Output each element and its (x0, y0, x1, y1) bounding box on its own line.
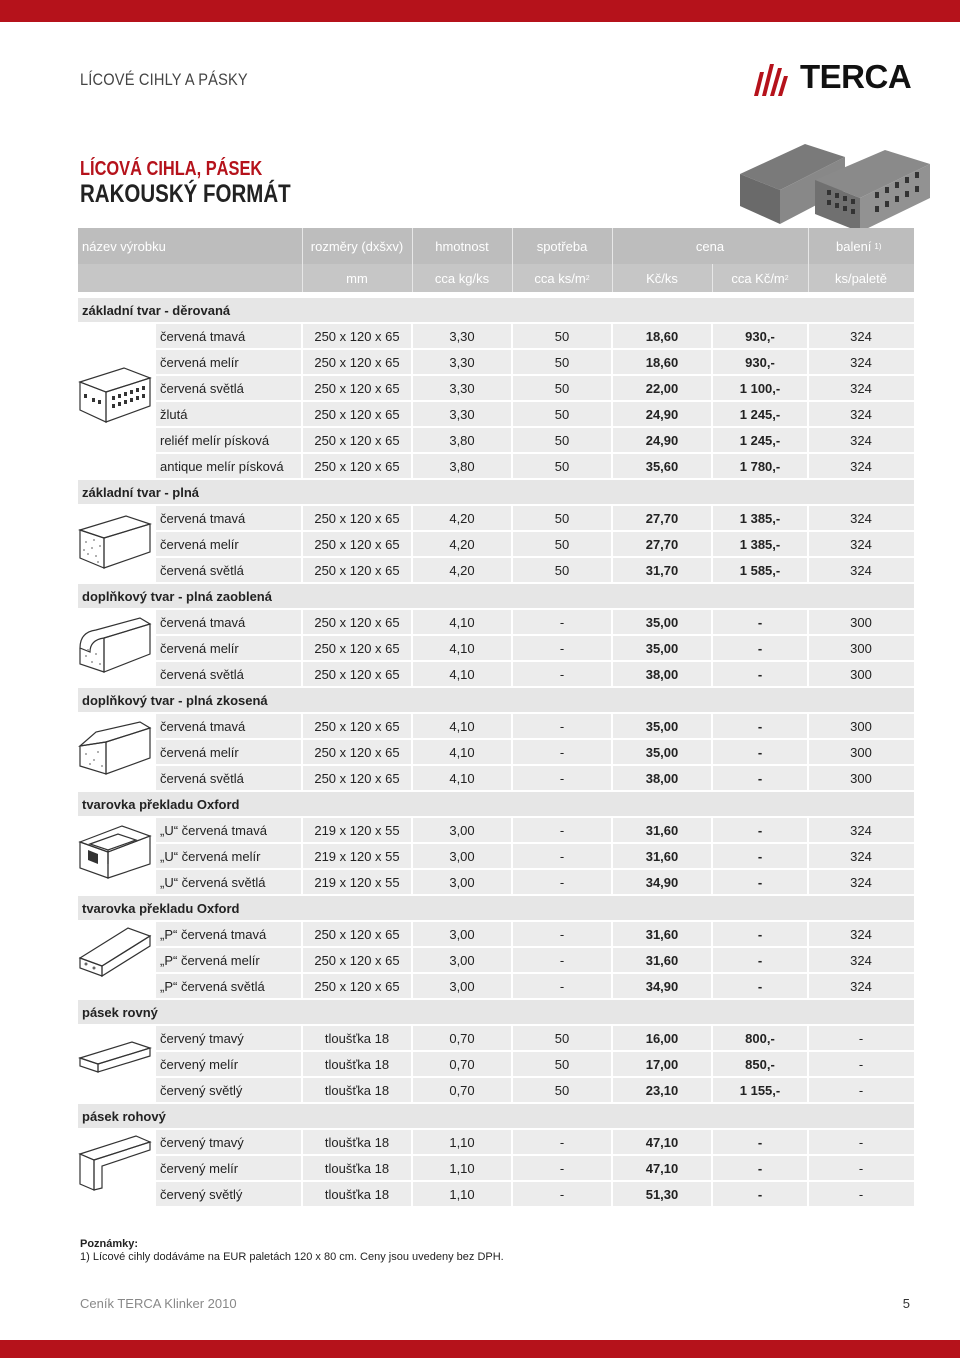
price-per-piece-cell: 18,60 (645, 329, 679, 344)
dimensions-cell: tloušťka 18 (324, 1135, 390, 1150)
notes-heading: Poznámky: (80, 1238, 139, 1250)
dimensions-cell: 250 x 120 x 65 (314, 537, 400, 552)
price-per-piece-cell: 24,90 (645, 433, 679, 448)
weight-cell: 3,30 (449, 381, 475, 396)
price-per-piece-cell: 17,00 (645, 1057, 679, 1072)
product-name-cell: „U“ červená světlá (160, 875, 266, 890)
weight-cell: 3,30 (449, 355, 475, 370)
product-name-cell: žlutá (160, 407, 188, 422)
table-header-row-2 (78, 264, 914, 292)
consumption-cell: - (559, 979, 565, 994)
section-header (78, 688, 914, 712)
pieces-per-pallet-cell: - (858, 1187, 864, 1202)
price-per-piece-cell: 35,00 (645, 719, 679, 734)
category-heading: LÍCOVÉ CIHLY A PÁSKY (80, 70, 248, 89)
dimensions-cell: 250 x 120 x 65 (314, 355, 400, 370)
page-title-line1: LÍCOVÁ CIHLA, PÁSEK (80, 158, 263, 180)
price-per-piece-cell: 34,90 (645, 979, 679, 994)
price-per-m2-cell: - (757, 1187, 763, 1202)
table-row (156, 766, 914, 790)
consumption-cell: 50 (554, 407, 570, 422)
section-header (78, 792, 914, 816)
table-row (156, 714, 914, 738)
weight-cell: 3,30 (449, 407, 475, 422)
section-title: základní tvar - děrovaná (82, 303, 231, 318)
dimensions-cell: 250 x 120 x 65 (314, 979, 400, 994)
pieces-per-pallet-cell: - (858, 1135, 864, 1150)
consumption-cell: 50 (554, 355, 570, 370)
price-per-piece-cell: 31,60 (645, 823, 679, 838)
unit-mm: mm (346, 270, 368, 286)
pieces-per-pallet-cell: 324 (850, 459, 872, 474)
price-per-m2-cell: 1 245,- (739, 433, 781, 448)
section-title: pásek rohový (82, 1109, 166, 1124)
pieces-per-pallet-cell: 324 (850, 979, 872, 994)
consumption-cell: - (559, 1161, 565, 1176)
consumption-cell: - (559, 849, 565, 864)
section-title: tvarovka překladu Oxford (82, 797, 240, 812)
table-row (156, 610, 914, 634)
pieces-per-pallet-cell: 300 (850, 771, 872, 786)
price-per-m2-cell: - (757, 875, 763, 890)
price-per-piece-cell: 27,70 (645, 511, 679, 526)
product-name-cell: červená melír (160, 641, 239, 656)
price-per-m2-cell: 1 585,- (739, 563, 781, 578)
pieces-per-pallet-cell: 324 (850, 433, 872, 448)
dimensions-cell: tloušťka 18 (324, 1187, 390, 1202)
pieces-per-pallet-cell: 324 (850, 927, 872, 942)
dimensions-cell: 250 x 120 x 65 (314, 927, 400, 942)
table-row (156, 454, 914, 478)
weight-cell: 4,10 (449, 615, 475, 630)
terca-logo-icon (752, 58, 798, 100)
consumption-cell: - (559, 667, 565, 682)
chamfered-brick-icon (76, 718, 154, 778)
table-row (156, 324, 914, 348)
table-row (156, 532, 914, 556)
table-row (156, 558, 914, 582)
section-title: pásek rovný (82, 1005, 158, 1020)
price-per-m2-cell: - (757, 823, 763, 838)
table-row (156, 376, 914, 400)
product-name-cell: „U“ červená melír (160, 849, 261, 864)
section-title: doplňkový tvar - plná zaoblená (82, 589, 272, 604)
product-name-cell: červená tmavá (160, 329, 246, 344)
price-per-piece-cell: 16,00 (645, 1031, 679, 1046)
price-per-m2-cell: - (757, 745, 763, 760)
dimensions-cell: tloušťka 18 (324, 1083, 390, 1098)
dimensions-cell: 250 x 120 x 65 (314, 329, 400, 344)
product-name-cell: červená tmavá (160, 719, 246, 734)
price-per-m2-cell: 930,- (745, 329, 775, 344)
product-name-cell: červená tmavá (160, 615, 246, 630)
dimensions-cell: tloušťka 18 (324, 1057, 390, 1072)
price-per-m2-cell: - (757, 953, 763, 968)
unit-kc-m2: cca Kč/m 2 (731, 270, 789, 286)
consumption-cell: 50 (554, 381, 570, 396)
pieces-per-pallet-cell: 324 (850, 407, 872, 422)
table-row (156, 1026, 914, 1050)
price-per-m2-cell: 1 155,- (739, 1083, 781, 1098)
table-row (156, 870, 914, 894)
price-per-m2-cell: 850,- (745, 1057, 775, 1072)
price-per-m2-cell: - (757, 719, 763, 734)
product-name-cell: červená melír (160, 745, 239, 760)
table-row (156, 662, 914, 686)
price-per-piece-cell: 51,30 (645, 1187, 679, 1202)
consumption-cell: - (559, 875, 565, 890)
dimensions-cell: tloušťka 18 (324, 1161, 390, 1176)
pieces-per-pallet-cell: 300 (850, 745, 872, 760)
price-per-m2-cell: 1 100,- (739, 381, 781, 396)
weight-cell: 3,00 (449, 875, 475, 890)
notes-line-1: 1) Lícové cihly dodáváme na EUR paletách 120 x 80 cm. Ceny jsou uvedeny bez DPH. (80, 1251, 504, 1263)
product-name-cell: červená melír (160, 537, 239, 552)
pieces-per-pallet-cell: 300 (850, 641, 872, 656)
table-row (156, 1182, 914, 1206)
section-header (78, 584, 914, 608)
rounded-brick-icon (76, 612, 154, 676)
product-name-cell: „U“ červená tmavá (160, 823, 267, 838)
table-row (156, 740, 914, 764)
product-name-cell: červený světlý (160, 1083, 243, 1098)
unit-kc-ks: Kč/ks (646, 270, 678, 286)
consumption-cell: - (559, 823, 565, 838)
consumption-cell: 50 (554, 1083, 570, 1098)
weight-cell: 0,70 (449, 1083, 475, 1098)
dimensions-cell: 250 x 120 x 65 (314, 641, 400, 656)
consumption-cell: 50 (554, 563, 570, 578)
price-per-m2-cell: - (757, 615, 763, 630)
consumption-cell: - (559, 1135, 565, 1150)
dimensions-cell: 250 x 120 x 65 (314, 433, 400, 448)
weight-cell: 4,10 (449, 641, 475, 656)
corner-slip-icon (76, 1132, 154, 1194)
product-name-cell: červený tmavý (160, 1135, 244, 1150)
weight-cell: 1,10 (449, 1187, 475, 1202)
pieces-per-pallet-cell: 324 (850, 355, 872, 370)
price-per-piece-cell: 47,10 (645, 1135, 679, 1150)
section-header (78, 298, 914, 322)
page-number: 5 (902, 1296, 910, 1311)
weight-cell: 3,00 (449, 927, 475, 942)
footer-text: Ceník TERCA Klinker 2010 (80, 1296, 237, 1311)
unit-pallet: ks/paletě (834, 270, 888, 286)
pieces-per-pallet-cell: 324 (850, 563, 872, 578)
price-per-m2-cell: - (757, 927, 763, 942)
table-row (156, 428, 914, 452)
col-header-weight: hmotnost (435, 238, 489, 254)
price-per-piece-cell: 31,60 (645, 927, 679, 942)
price-per-m2-cell: - (757, 979, 763, 994)
consumption-cell: 50 (554, 1031, 570, 1046)
table-row (156, 1078, 914, 1102)
table-header-row-1 (78, 228, 914, 264)
consumption-cell: 50 (554, 537, 570, 552)
product-name-cell: červená světlá (160, 667, 244, 682)
section-title: základní tvar - plná (82, 485, 200, 500)
col-header-product: název výrobku (82, 238, 166, 254)
weight-cell: 4,10 (449, 667, 475, 682)
weight-cell: 1,10 (449, 1161, 475, 1176)
section-header (78, 1000, 914, 1024)
consumption-cell: 50 (554, 329, 570, 344)
consumption-cell: - (559, 1187, 565, 1202)
pieces-per-pallet-cell: 324 (850, 823, 872, 838)
price-per-piece-cell: 47,10 (645, 1161, 679, 1176)
top-accent-bar (0, 0, 960, 22)
pieces-per-pallet-cell: 300 (850, 719, 872, 734)
price-per-m2-cell: - (757, 667, 763, 682)
pieces-per-pallet-cell: 324 (850, 329, 872, 344)
section-header (78, 896, 914, 920)
col-header-packaging: balení 1) (836, 238, 882, 254)
table-row (156, 974, 914, 998)
product-name-cell: červený melír (160, 1161, 239, 1176)
weight-cell: 3,00 (449, 823, 475, 838)
notes (80, 1238, 504, 1264)
table-row (156, 506, 914, 530)
product-name-cell: červená světlá (160, 563, 244, 578)
bottom-accent-bar (0, 1340, 960, 1358)
price-per-piece-cell: 35,60 (645, 459, 679, 474)
weight-cell: 4,20 (449, 511, 475, 526)
col-header-price: cena (695, 238, 725, 254)
product-name-cell: červená melír (160, 355, 239, 370)
weight-cell: 4,20 (449, 563, 475, 578)
price-per-m2-cell: 1 245,- (739, 407, 781, 422)
section-header (78, 480, 914, 504)
price-per-m2-cell: - (757, 771, 763, 786)
unit-kg: cca kg/ks (434, 270, 490, 286)
consumption-cell: 50 (554, 511, 570, 526)
dimensions-cell: 250 x 120 x 65 (314, 771, 400, 786)
weight-cell: 1,10 (449, 1135, 475, 1150)
col-header-dimensions: rozměry (dxšxv) (310, 238, 404, 254)
price-per-piece-cell: 34,90 (645, 875, 679, 890)
weight-cell: 4,10 (449, 745, 475, 760)
price-per-m2-cell: - (757, 641, 763, 656)
consumption-cell: - (559, 953, 565, 968)
solid-brick-icon (76, 512, 154, 572)
pieces-per-pallet-cell: 324 (850, 381, 872, 396)
product-name-cell: červený tmavý (160, 1031, 244, 1046)
perforated-brick-icon (76, 360, 154, 430)
weight-cell: 0,70 (449, 1057, 475, 1072)
u-lintel-icon (76, 820, 154, 880)
table-row (156, 350, 914, 374)
dimensions-cell: 219 x 120 x 55 (314, 875, 400, 890)
brand-name: TERCA (800, 58, 912, 95)
product-name-cell: červená světlá (160, 381, 244, 396)
consumption-cell: - (559, 927, 565, 942)
pieces-per-pallet-cell: - (858, 1031, 864, 1046)
dimensions-cell: 250 x 120 x 65 (314, 459, 400, 474)
terca-logo (752, 58, 917, 100)
weight-cell: 3,80 (449, 459, 475, 474)
pieces-per-pallet-cell: 300 (850, 667, 872, 682)
price-per-m2-cell: 1 780,- (739, 459, 781, 474)
p-lintel-icon (76, 924, 154, 980)
table-row (156, 636, 914, 660)
dimensions-cell: 219 x 120 x 55 (314, 849, 400, 864)
product-name-cell: „P“ červená melír (160, 953, 260, 968)
weight-cell: 3,80 (449, 433, 475, 448)
table-row (156, 844, 914, 868)
pieces-per-pallet-cell: 324 (850, 537, 872, 552)
product-name-cell: „P“ červená tmavá (160, 927, 267, 942)
consumption-cell: 50 (554, 459, 570, 474)
table-row (156, 1052, 914, 1076)
weight-cell: 3,00 (449, 953, 475, 968)
product-name-cell: „P“ červená světlá (160, 979, 265, 994)
consumption-cell: - (559, 771, 565, 786)
price-per-m2-cell: - (757, 1135, 763, 1150)
dimensions-cell: 250 x 120 x 65 (314, 615, 400, 630)
dimensions-cell: 250 x 120 x 65 (314, 745, 400, 760)
product-name-cell: červená světlá (160, 771, 244, 786)
dimensions-cell: 250 x 120 x 65 (314, 563, 400, 578)
dimensions-cell: 250 x 120 x 65 (314, 953, 400, 968)
pieces-per-pallet-cell: - (858, 1161, 864, 1176)
consumption-cell: 50 (554, 1057, 570, 1072)
price-per-piece-cell: 22,00 (645, 381, 679, 396)
weight-cell: 3,00 (449, 849, 475, 864)
price-per-m2-cell: 930,- (745, 355, 775, 370)
price-per-m2-cell: 1 385,- (739, 511, 781, 526)
consumption-cell: - (559, 719, 565, 734)
col-header-consumption: spotřeba (536, 238, 588, 254)
consumption-cell: - (559, 641, 565, 656)
product-name-cell: červený melír (160, 1057, 239, 1072)
price-per-piece-cell: 38,00 (645, 667, 679, 682)
dimensions-cell: tloušťka 18 (324, 1031, 390, 1046)
price-per-piece-cell: 31,60 (645, 953, 679, 968)
pieces-per-pallet-cell: 324 (850, 849, 872, 864)
price-per-piece-cell: 31,60 (645, 849, 679, 864)
weight-cell: 4,10 (449, 719, 475, 734)
weight-cell: 4,10 (449, 771, 475, 786)
section-title: doplňkový tvar - plná zkosená (82, 693, 268, 708)
dimensions-cell: 250 x 120 x 65 (314, 511, 400, 526)
pieces-per-pallet-cell: 324 (850, 875, 872, 890)
table-row (156, 948, 914, 972)
consumption-cell: - (559, 615, 565, 630)
pieces-per-pallet-cell: - (858, 1057, 864, 1072)
price-per-m2-cell: 800,- (745, 1031, 775, 1046)
section-title: tvarovka překladu Oxford (82, 901, 240, 916)
price-per-piece-cell: 24,90 (645, 407, 679, 422)
table-row (156, 922, 914, 946)
product-name-cell: reliéf melír písková (160, 433, 270, 448)
table-row (156, 402, 914, 426)
weight-cell: 0,70 (449, 1031, 475, 1046)
price-per-piece-cell: 27,70 (645, 537, 679, 552)
product-name-cell: červená tmavá (160, 511, 246, 526)
pieces-per-pallet-cell: - (858, 1083, 864, 1098)
pieces-per-pallet-cell: 324 (850, 953, 872, 968)
product-name-cell: antique melír písková (160, 459, 284, 474)
price-per-piece-cell: 23,10 (645, 1083, 679, 1098)
price-per-m2-cell: 1 385,- (739, 537, 781, 552)
price-per-piece-cell: 35,00 (645, 641, 679, 656)
dimensions-cell: 250 x 120 x 65 (314, 667, 400, 682)
price-per-piece-cell: 35,00 (645, 745, 679, 760)
consumption-cell: 50 (554, 433, 570, 448)
consumption-cell: - (559, 745, 565, 760)
table-row (156, 818, 914, 842)
dimensions-cell: 250 x 120 x 65 (314, 381, 400, 396)
pieces-per-pallet-cell: 324 (850, 511, 872, 526)
price-per-m2-cell: - (757, 1161, 763, 1176)
price-per-piece-cell: 18,60 (645, 355, 679, 370)
pieces-per-pallet-cell: 300 (850, 615, 872, 630)
table-row (156, 1156, 914, 1180)
price-per-piece-cell: 38,00 (645, 771, 679, 786)
unit-ks-m2: cca ks/m 2 (534, 270, 590, 286)
product-name-cell: červený světlý (160, 1187, 243, 1202)
weight-cell: 3,00 (449, 979, 475, 994)
price-per-piece-cell: 35,00 (645, 615, 679, 630)
dimensions-cell: 250 x 120 x 65 (314, 407, 400, 422)
dimensions-cell: 250 x 120 x 65 (314, 719, 400, 734)
price-per-m2-cell: - (757, 849, 763, 864)
section-header (78, 1104, 914, 1128)
page-title-line2: RAKOUSKÝ FORMÁT (80, 180, 291, 208)
dimensions-cell: 219 x 120 x 55 (314, 823, 400, 838)
hero-bricks-image (735, 132, 935, 234)
table-row (156, 1130, 914, 1154)
weight-cell: 4,20 (449, 537, 475, 552)
flat-slip-icon (76, 1036, 154, 1076)
price-per-piece-cell: 31,70 (645, 563, 679, 578)
weight-cell: 3,30 (449, 329, 475, 344)
